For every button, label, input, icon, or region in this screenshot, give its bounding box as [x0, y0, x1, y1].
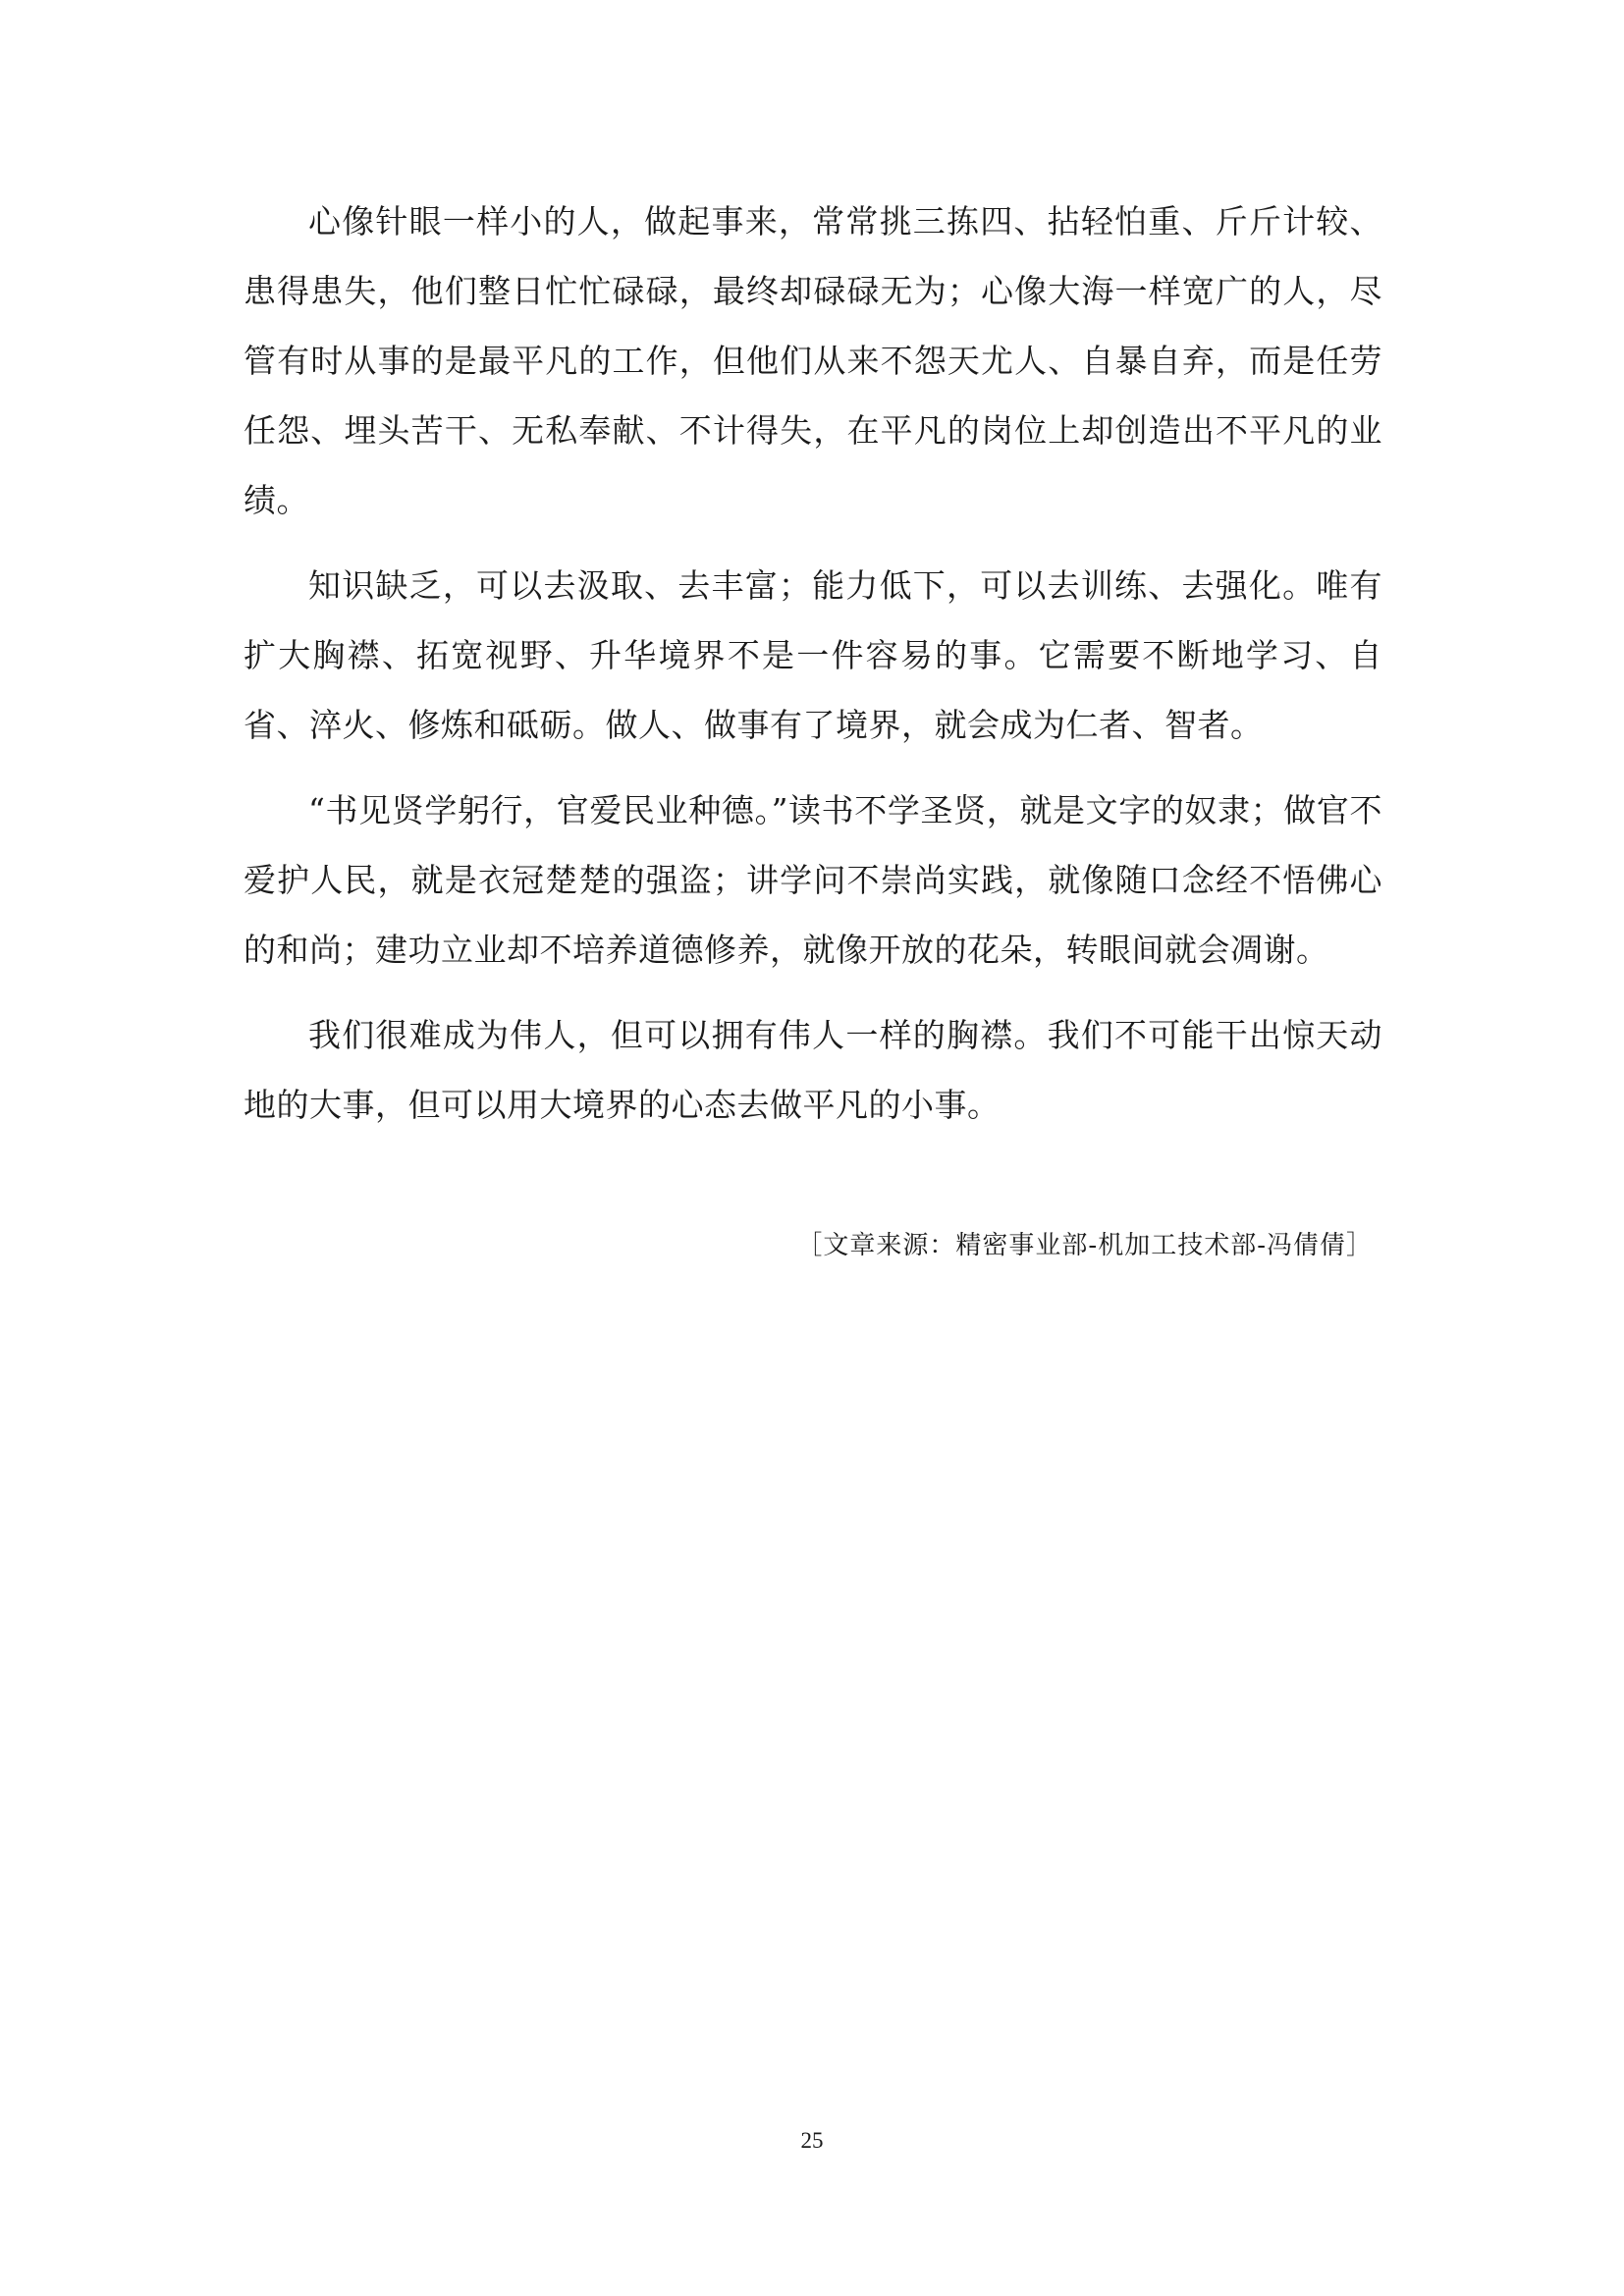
- article-source-note: ［文章来源：精密事业部-机加工技术部-冯倩倩］: [796, 1231, 1373, 1260]
- paragraph-3: “书见贤学躬行，官爱民业种德。”读书不学圣贤，就是文字的奴隶；做官不爱护人民，就是衣冠楚楚的强盗；讲学问不崇尚实践，就像随口念经不悟佛心的和尚；建功立业却不培养道德修养，就像开放的花朵，转眼间就会凋谢。: [244, 791, 1382, 969]
- paragraph-2: 知识缺乏，可以去汲取、去丰富；能力低下，可以去训练、去强化。唯有扩大胸襟、拓宽视野、升华境界不是一件容易的事。它需要不断地学习、自省、淬火、修炼和砥砺。做人、做事有了境界，就会成为仁者、智者。: [244, 566, 1382, 744]
- paragraph-4: 我们很难成为伟人，但可以拥有伟人一样的胸襟。我们不可能干出惊天动地的大事，但可以用大境界的心态去做平凡的小事。: [244, 1016, 1382, 1124]
- paragraph-1: 心像针眼一样小的人，做起事来，常常挑三拣四、拈轻怕重、斤斤计较、患得患失，他们整日忙忙碌碌，最终却碌碌无为；心像大海一样宽广的人，尽管有时从事的是最平凡的工作，但他们从来不怨天尤人、自暴自弃，而是任劳任怨、埋头苦干、无私奉献、不计得失，在平凡的岗位上却创造出不平凡的业绩。: [244, 202, 1382, 519]
- article-body: [244, 187, 1382, 1265]
- page-number: 25: [800, 2128, 824, 2153]
